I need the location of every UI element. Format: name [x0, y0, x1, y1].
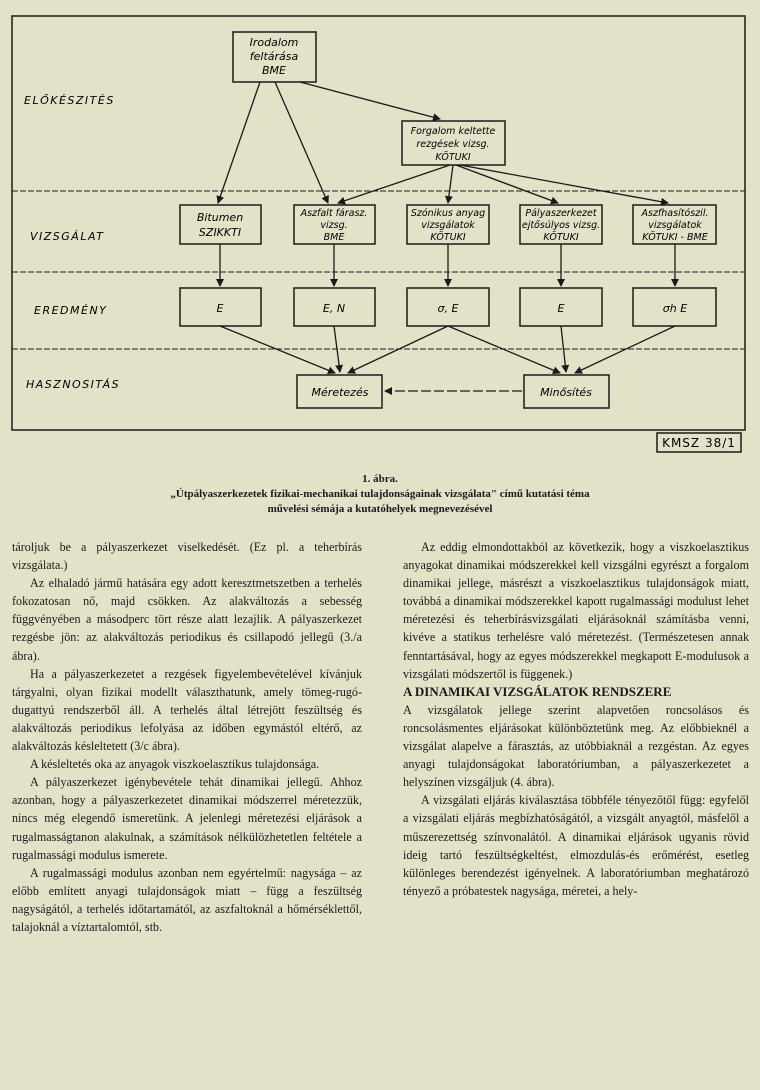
diagram-frame — [12, 16, 745, 430]
test-box-text: SZIKKTI — [198, 226, 242, 239]
test-box-text: Aszfhasítószil. — [641, 208, 709, 219]
test-box-text: KÖTUKI — [543, 232, 579, 243]
result-text: E, N — [322, 302, 346, 315]
test-box-text: KÖTUKI - BME — [642, 232, 708, 243]
test-box-text: ejtősúlyos vizsg. — [521, 220, 601, 231]
sizing-box — [297, 375, 382, 408]
row-label-utilization: HASZNOSITÁS — [26, 378, 121, 391]
literature-box-line3: BME — [262, 64, 286, 77]
row-label-testing: VIZSGÁLAT — [30, 230, 105, 243]
figure-caption-line2: művelési sémája a kutatóhelyek megnevezésével — [267, 503, 493, 515]
test-box-text: vizsgálatok — [421, 220, 475, 231]
test-box-sonic — [407, 205, 489, 244]
right-paragraph-3: A vizsgálati eljárás kiválasztása többféle tényezőtől függ: egyfelől a vizsgálati eljárás megbízhatóságától, a vizsgált anyagtól, másfelől a műszerezettség színvonalától. A dinamikai eljárások ugyanis rövid ideig tartó feszültségkeltést, elmozdulás-és erőmérést, esetleg különleges berendezést igényelnek. A laboratóriumban meghatározó tényező a próbatestek nagysága, méretei, a hely- — [403, 793, 749, 898]
test-box-text: vizsg. — [320, 220, 348, 231]
qualification-text: Minősítés — [540, 386, 592, 399]
result-box-4 — [520, 288, 602, 326]
result-text: σh E — [662, 302, 688, 315]
literature-box-line2: feltárása — [249, 50, 299, 63]
right-paragraph-2: A vizsgálatok jellege szerint alapvetően roncsolásos és roncsolásmentes eljárásokat különböztetünk meg. Az előbbieknél a vizsgálat alapelve a fárasztás, az utóbbiaknál a rezgéstan. Az egyes anyagi tulajdonságokat laboratóriumban, a pályaszerkezetet a helyszínen vizsgáljuk (4. ábra). — [403, 702, 749, 790]
result-text: E — [557, 302, 565, 315]
test-box-drop-weight — [520, 205, 602, 244]
section-heading: A DINAMIKAI VIZSGÁLATOK RENDSZERE — [403, 683, 672, 699]
left-paragraph-6: A rugalmassági modulus azonban nem egyértelmű: nagysága – az előbb említett anyagi tulajdonságok miatt – függ a feszültség nagyságától, a terhelés időtartamától, az aszfaltoknál a hőmérséklettől, talajoknál a víztartalomtól, stb. — [12, 865, 362, 934]
left-paragraph-1: tároljuk be a pályaszerkezet viselkedését. (Ez pl. a teherbírás vizsgálata.) — [12, 540, 362, 573]
test-box-text: Pályaszerkezet — [525, 208, 597, 219]
test-box-text: vizsgálatok — [648, 220, 702, 231]
left-paragraph-4: A késleltetés oka az anyagok viszkoelasztikus tulajdonsága. — [30, 757, 320, 772]
result-box-1 — [180, 288, 261, 326]
traffic-box-line2: rezgések vizsg. — [416, 139, 490, 150]
test-box-splitting — [633, 205, 716, 244]
test-box-text: Szónikus anyag — [410, 208, 486, 219]
test-box-text: KÖTUKI — [430, 232, 466, 243]
test-box-bitumen — [180, 205, 261, 244]
row-label-result: EREDMÉNY — [34, 304, 108, 317]
result-box-2 — [294, 288, 375, 326]
result-box-3 — [407, 288, 489, 326]
right-paragraph-1: Az eddig elmondottakból az következik, hogy a viszkoelasztikus anyagokat dinamikai módszerekkel kell vizsgálni egyrészt a forgalom dinamikai jellege, másrészt a viszkoelasztikus tulajdonságok miatt, továbbá a dinamikai módszerekkel kapott rugalmassági modulust lehet méretezési és teherbírásvizsgálati eljárásoknál számításba venni, kivéve a statikus terhelésre való méretezést. (Természetesen annak fenntartásával, hogy az egyes módszerekkel megkapott E-modulusok a vizsgálati módszertől is függenek.) — [403, 540, 749, 681]
left-paragraph-3: Ha a pályaszerkezetet a rezgések figyelembevételével kívánjuk tárgyalni, olyan fizikai modellt választhatunk, amely tömeg-rugó-dugattyú rendszerből áll. A terhelés által létrejött feszültség és alakváltozás periodikus lefolyása az időben egymástól eltérő, az alakváltozás késleltetett (3/c ábra). — [12, 666, 362, 754]
test-box-text: Bitumen — [196, 211, 244, 224]
left-column — [12, 538, 362, 936]
figure-caption-number: 1. ábra. — [362, 473, 398, 485]
sizing-text: Méretezés — [311, 386, 369, 399]
qualification-box — [524, 375, 609, 408]
code-text: KMSZ 38/1 — [662, 436, 736, 450]
traffic-box-line1: Forgalom keltette — [410, 126, 496, 137]
result-text: E — [216, 302, 224, 315]
flow-diagram — [0, 0, 760, 460]
test-box-text: BME — [323, 232, 345, 243]
right-column — [403, 538, 749, 900]
figure-caption-line1: „Útpályaszerkezetek fizikai-mechanikai tulajdonságainak vizsgálata" című kutatási téma — [170, 488, 590, 500]
test-box-text: Aszfalt fárasz. — [300, 208, 368, 219]
left-paragraph-5: A pályaszerkezet igénybevétele tehát dinamikai jellegű. Ahhoz azonban, hogy a pályaszerkezetet dinamikai módszerrel méretezzük, nincs még elegendő ismeretünk. A jelenlegi méretezési eljárások a rugalmasságtanon alakulnak, a számítások nélkülözhetetlen feltétele a rugalmassági modulus ismerete. — [12, 775, 362, 862]
row-label-preparation: ELŐKÉSZITÉS — [24, 94, 115, 107]
test-box-asphalt-fatigue — [294, 205, 375, 244]
left-paragraph-2: Az elhaladó jármű hatására egy adott keresztmetszetben a terhelés fokozatosan nő, majd csökken. Az alakváltozás a sebesség függvényében a másodperc tört része alatt lezajlik. A pályaszerkezet rezgésbe jön: az alakváltozás periodikus és csillapodó jellegű (3./a ábra). — [12, 576, 362, 663]
result-text: σ, E — [437, 302, 459, 315]
literature-box-line1: Irodalom — [249, 36, 299, 49]
result-box-5 — [633, 288, 716, 326]
traffic-box-line3: KÖTUKI — [435, 152, 471, 163]
